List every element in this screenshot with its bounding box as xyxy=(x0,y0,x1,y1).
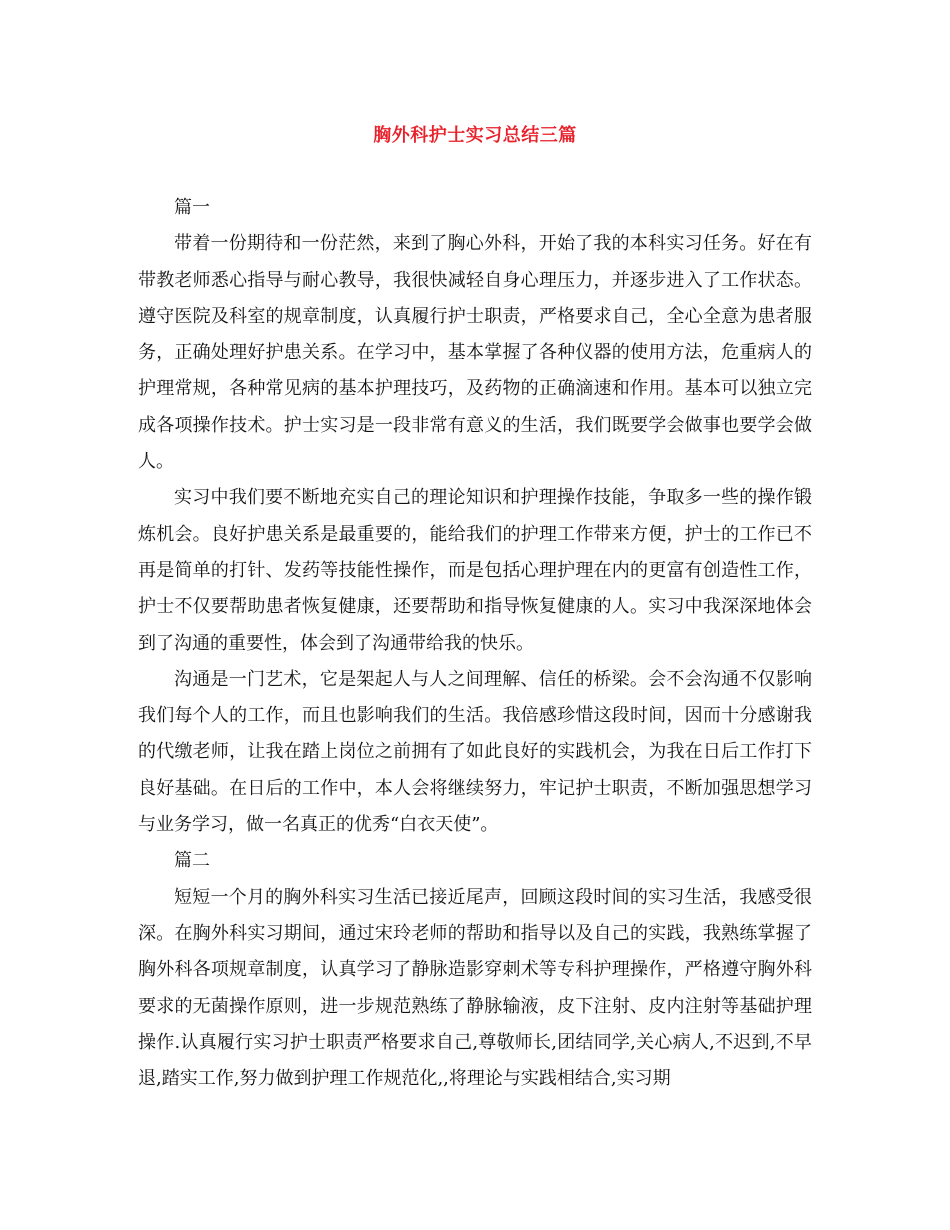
section-2 xyxy=(138,843,812,1097)
section-heading: 篇一 xyxy=(174,197,210,218)
paragraph: 短短一个月的胸外科实习生活已接近尾声，回顾这段时间的实习生活，我感受很深。在胸外科实习期间，通过宋玲老师的帮助和指导以及自己的实践，我熟练掌握了胸外科各项规章制度，认真学习了静脉造影穿刺术等专科护理操作，严格遵守胸外科要求的无菌操作原则，进一步规范熟练了静脉输液，皮下注射、皮内注射等基础护理操作.认真履行实习护士职责严格要求自己,尊敬师长,团结同学,关心病人,不迟到,不早退,踏实工作,努力做到护理工作规范化,,将理论与实践相结合,实习期 xyxy=(138,886,812,1090)
paragraph: 带着一份期待和一份茫然，来到了胸心外科，开始了我的本科实习任务。好在有带教老师悉心指导与耐心教导，我很快减轻自身心理压力，并逐步进入了工作状态。遵守医院及科室的规章制度，认真履行护士职责，严格要求自己，全心全意为患者服务，正确处理好护患关系。在学习中，基本掌握了各种仪器的使用方法，危重病人的护理常规，各种常见病的基本护理技巧，及药物的正确滴速和作用。基本可以独立完成各项操作技术。护士实习是一段非常有意义的生活，我们既要学会做事也要学会做人。 xyxy=(138,233,812,473)
paragraph: 沟通是一门艺术，它是架起人与人之间理解、信任的桥梁。会不会沟通不仅影响我们每个人的工作，而且也影响我们的生活。我倍感珍惜这段时间，因而十分感谢我的代缴老师，让我在踏上岗位之前拥有了如此良好的实践机会，为我在日后工作打下良好基础。在日后的工作中，本人会将继续努力，牢记护士职责，不断加强思想学习与业务学习，做一名真正的优秀“白衣天使”。 xyxy=(138,668,812,836)
section-heading: 篇二 xyxy=(174,850,210,872)
paragraph: 实习中我们要不断地充实自己的理论知识和护理操作技能，争取多一些的操作锻炼机会。良好护患关系是最重要的，能给我们的护理工作带来方便，护士的工作已不再是简单的打针、发药等技能性操作，而是包括心理护理在内的更富有创造性工作，护士不仅要帮助患者恢复健康，还要帮助和指导恢复健康的人。实习中我深深地体会到了沟通的重要性，体会到了沟通带给我的快乐。 xyxy=(138,487,812,654)
section-1 xyxy=(138,190,812,843)
document-body xyxy=(138,190,812,1097)
document-title: 胸外科护士实习总结三篇 xyxy=(373,125,577,146)
